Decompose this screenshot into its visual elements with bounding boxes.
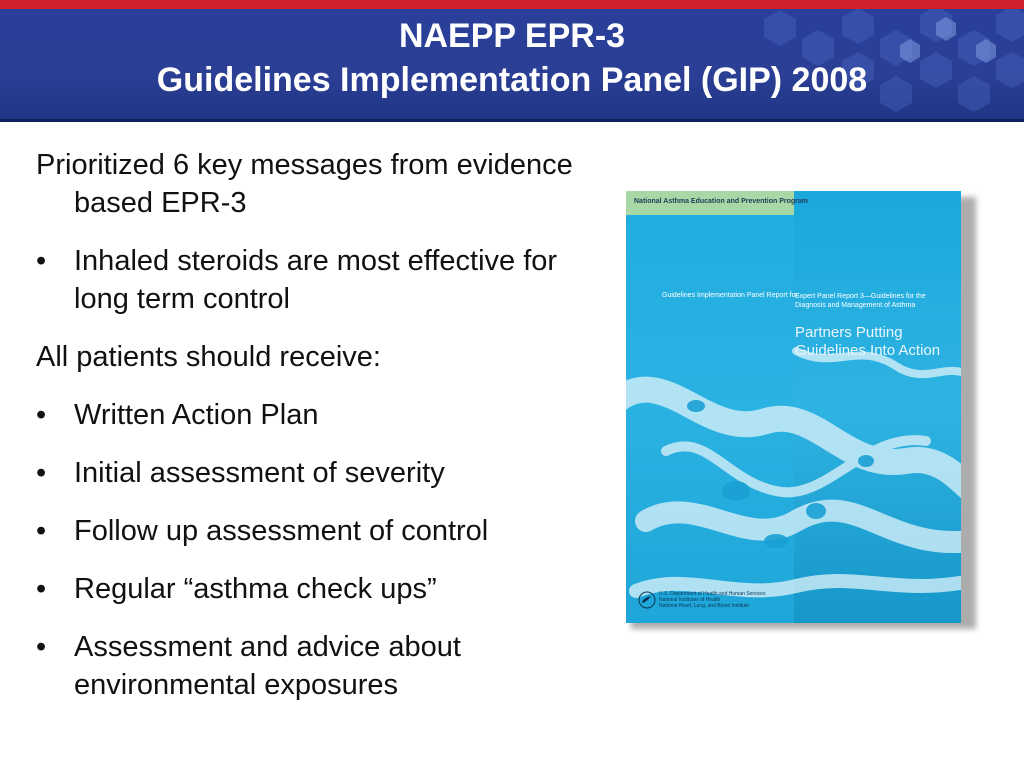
hhs-eagle-icon	[638, 591, 656, 609]
section-heading: All patients should receive:	[36, 341, 381, 373]
slide-header	[0, 0, 1024, 122]
header-divider	[0, 119, 1024, 122]
title-line-2: Guidelines Implementation Panel (GIP) 2008	[156, 61, 868, 99]
cover-background-art	[626, 191, 961, 623]
title-line-1: NAEPP EPR-3	[398, 17, 626, 55]
bullet-glyph: •	[36, 457, 47, 489]
cover-epr-label: Expert Panel Report 3—Guidelines for the Diagnosis and Management of Asthma	[795, 293, 926, 309]
header-red-bar	[0, 0, 1024, 9]
intro-text: Prioritized 6 key messages from evidence based EPR-3	[36, 149, 573, 219]
bullet-item	[36, 454, 611, 492]
bullet-glyph: •	[36, 631, 47, 663]
bullet-item	[36, 512, 611, 550]
report-cover-image	[626, 191, 961, 623]
bullet-text: Follow up assessment of control	[74, 515, 489, 547]
cover-title: Partners Putting Guidelines Into Action	[795, 324, 941, 359]
bullet-text: Inhaled steroids are most effective for long term control	[74, 245, 558, 315]
bullet-item	[36, 570, 611, 608]
bullet-item	[36, 242, 611, 318]
bullet-text: Assessment and advice about environmental exposures	[74, 631, 461, 701]
bullet-glyph: •	[36, 573, 47, 605]
bullet-text: Written Action Plan	[74, 399, 319, 431]
page-title	[0, 14, 1024, 102]
bullet-item	[36, 396, 611, 434]
bullet-glyph: •	[36, 515, 47, 547]
cover-gip-label: Guidelines Implementation Panel Report for:	[662, 292, 800, 299]
bullet-text: Initial assessment of severity	[74, 457, 445, 489]
cover-footer-line-3: National Heart, Lung, and Blood Institute	[659, 603, 750, 609]
bullet-item	[36, 628, 611, 704]
cover-agency-footer	[659, 591, 809, 609]
bullet-glyph: •	[36, 399, 47, 431]
bullet-text: Regular “asthma check ups”	[74, 573, 437, 605]
cover-program-label: National Asthma Education and Prevention Program	[634, 198, 808, 205]
slide-body	[36, 146, 611, 724]
cover-footer-line-2: National Institutes of Health	[659, 597, 721, 603]
bullet-glyph: •	[36, 245, 47, 277]
cover-footer-line-1: U.S. Department of Health and Human Services	[659, 591, 766, 597]
